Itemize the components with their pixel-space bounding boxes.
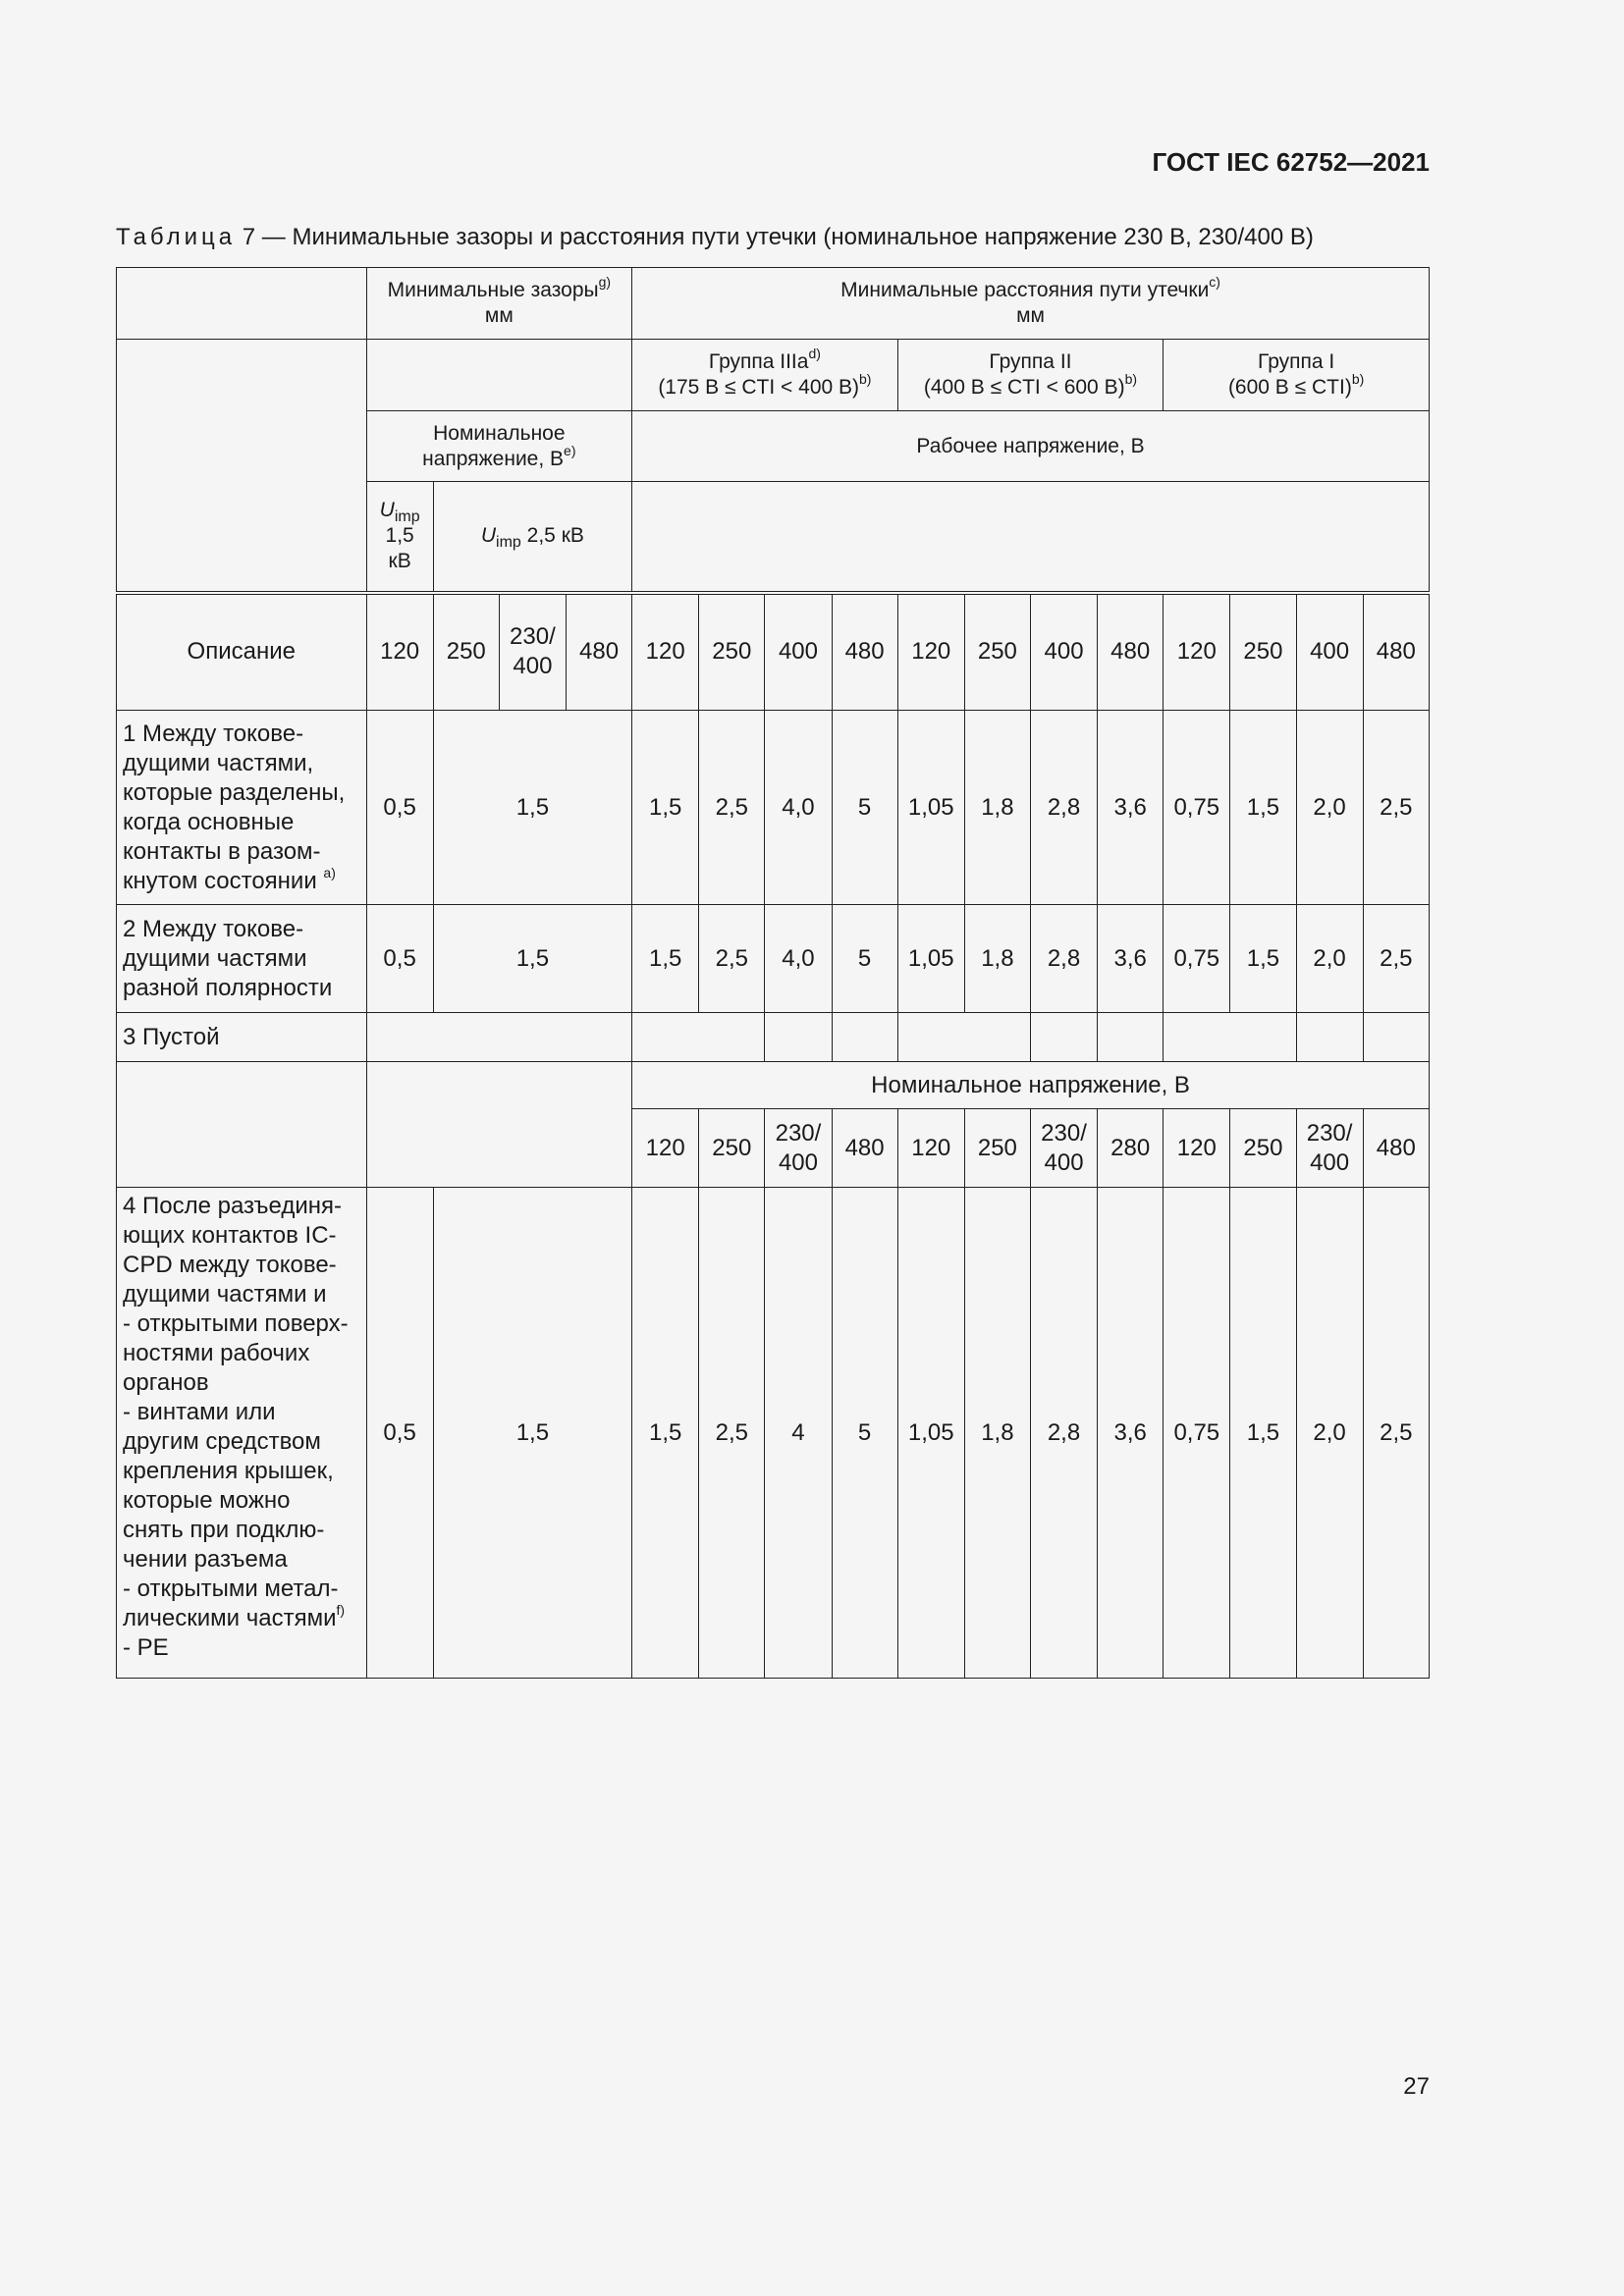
- table-cell: 0,75: [1164, 905, 1230, 1013]
- voltage-cell: 250: [699, 593, 765, 711]
- table-cell: 4,0: [765, 711, 832, 905]
- voltage-cell: 230/ 400: [1296, 1109, 1363, 1188]
- table-cell: 0,75: [1164, 711, 1230, 905]
- table-cell: 2,8: [1030, 1188, 1097, 1679]
- table-cell: 3,6: [1098, 711, 1164, 905]
- corner-cell: [117, 340, 367, 593]
- table-cell: 1,8: [964, 1188, 1030, 1679]
- table-cell: 0,5: [366, 905, 433, 1013]
- group-3a-header: Группа IIIa$^{d)}$ (175 В ≤ CTI < 400 В)$^{b)}$: [632, 340, 898, 411]
- empty-cell: [117, 1062, 367, 1188]
- table-cell: 5: [832, 711, 897, 905]
- voltage-cell: 120: [897, 1109, 964, 1188]
- voltage-cell: 250: [699, 1109, 765, 1188]
- rated-voltage-band: Номинальное напряжение, В: [632, 1062, 1430, 1109]
- voltage-cell: 250: [964, 593, 1030, 711]
- caption-text: 7 — Минимальные зазоры и расстояния пути утечки (номинальное напряжение 230 В, 230/400 В): [242, 224, 1314, 250]
- voltage-cell: 480: [566, 593, 631, 711]
- table-cell: 2,0: [1296, 711, 1363, 905]
- table-cell: 1,5: [1230, 1188, 1296, 1679]
- voltage-cell: 480: [832, 593, 897, 711]
- voltage-cell: 280: [1098, 1109, 1164, 1188]
- uimp-25-header: $U_{imp}$ 2,5 кВ: [433, 482, 631, 593]
- table-cell: 2,5: [699, 905, 765, 1013]
- empty-cell: [632, 482, 1430, 593]
- table-cell: 1,5: [1230, 711, 1296, 905]
- corner-cell: [117, 268, 367, 340]
- voltage-cell: 250: [433, 593, 499, 711]
- table-cell: 1,05: [897, 711, 964, 905]
- working-voltage-header: Рабочее напряжение, В: [632, 411, 1430, 482]
- empty-cell: [832, 1013, 897, 1062]
- description-header: Описание: [117, 593, 367, 711]
- table-cell: 3,6: [1098, 905, 1164, 1013]
- empty-cell: [632, 1013, 765, 1062]
- voltage-cell: 120: [632, 1109, 699, 1188]
- clearances-table: [116, 267, 1430, 1679]
- table-cell: 1,5: [433, 1188, 631, 1679]
- document-code: ГОСТ IEC 62752—2021: [1152, 147, 1430, 177]
- empty-cell: [1098, 1013, 1164, 1062]
- table-caption: [116, 224, 1314, 251]
- table-cell: 2,5: [699, 1188, 765, 1679]
- empty-cell: [1363, 1013, 1429, 1062]
- empty-cell: [897, 1013, 1030, 1062]
- table-cell: 5: [832, 1188, 897, 1679]
- creepage-header: Минимальные расстояния пути утечки$^{c)}$ мм: [632, 268, 1430, 340]
- table-cell: 2,8: [1030, 711, 1097, 905]
- row-1-label: 1 Между токове- дущими частями, которые разделены, когда основные контакты в разом- кнутом состоянии $^{a)}$: [117, 711, 367, 905]
- table-cell: 1,8: [964, 905, 1030, 1013]
- table-cell: 0,5: [366, 1188, 433, 1679]
- table-cell: 2,0: [1296, 905, 1363, 1013]
- voltage-cell: 120: [897, 593, 964, 711]
- voltage-cell: 120: [1164, 1109, 1230, 1188]
- table-cell: 2,0: [1296, 1188, 1363, 1679]
- table-cell: 0,75: [1164, 1188, 1230, 1679]
- table-cell: 1,5: [632, 905, 699, 1013]
- voltage-cell: 230/ 400: [1030, 1109, 1097, 1188]
- table-cell: 2,8: [1030, 905, 1097, 1013]
- table-cell: 0,5: [366, 711, 433, 905]
- empty-cell: [366, 340, 632, 411]
- empty-cell: [1296, 1013, 1363, 1062]
- row-4-label: 4 После разъединя- ющих контактов IC- CPD между токове- дущими частями и - открытыми поверх- ностями рабочих органов - винтами или другим средством крепления крышек, которые можно снять при подклю- чении разъема - открытыми метал- лическими частями$^{f)}$ - PE: [117, 1188, 367, 1679]
- voltage-cell: 480: [1098, 593, 1164, 711]
- group-2-header: Группа II (400 В ≤ CTI < 600 В)$^{b)}$: [897, 340, 1164, 411]
- table-cell: 1,8: [964, 711, 1030, 905]
- row-3-label: 3 Пустой: [117, 1013, 367, 1062]
- table-cell: 1,5: [632, 1188, 699, 1679]
- voltage-cell: 480: [1363, 1109, 1429, 1188]
- table-cell: 3,6: [1098, 1188, 1164, 1679]
- table-cell: 2,5: [1363, 905, 1429, 1013]
- table-cell: 1,5: [433, 711, 631, 905]
- voltage-cell: 480: [1363, 593, 1429, 711]
- table-cell: 1,5: [1230, 905, 1296, 1013]
- voltage-cell: 250: [1230, 593, 1296, 711]
- caption-lead: Таблица: [116, 224, 237, 250]
- voltage-cell: 400: [1296, 593, 1363, 711]
- table-cell: 4: [765, 1188, 832, 1679]
- table-cell: 4,0: [765, 905, 832, 1013]
- voltage-cell: 120: [366, 593, 433, 711]
- empty-cell: [765, 1013, 832, 1062]
- table-cell: 5: [832, 905, 897, 1013]
- empty-cell: [366, 1013, 632, 1062]
- group-1-header: Группа I (600 В ≤ CTI)$^{b)}$: [1164, 340, 1430, 411]
- table-cell: 2,5: [699, 711, 765, 905]
- voltage-cell: 400: [765, 593, 832, 711]
- table-cell: 2,5: [1363, 711, 1429, 905]
- empty-cell: [1030, 1013, 1097, 1062]
- page-number: 27: [1403, 2073, 1430, 2100]
- row-2-label: 2 Между токове- дущими частями разной полярности: [117, 905, 367, 1013]
- voltage-cell: 480: [832, 1109, 897, 1188]
- empty-cell: [366, 1062, 632, 1188]
- rated-voltage-header: Номинальное напряжение, $В^{e)}$: [366, 411, 632, 482]
- uimp-15-header: $U_{imp}$ 1,5 кВ: [366, 482, 433, 593]
- voltage-cell: 250: [964, 1109, 1030, 1188]
- voltage-cell: 120: [1164, 593, 1230, 711]
- empty-cell: [1164, 1013, 1296, 1062]
- voltage-cell: 400: [1030, 593, 1097, 711]
- voltage-cell: 230/ 400: [499, 593, 566, 711]
- voltage-cell: 230/ 400: [765, 1109, 832, 1188]
- table-cell: 1,05: [897, 1188, 964, 1679]
- table-cell: 2,5: [1363, 1188, 1429, 1679]
- table-cell: 1,05: [897, 905, 964, 1013]
- table-cell: 1,5: [632, 711, 699, 905]
- voltage-cell: 250: [1230, 1109, 1296, 1188]
- clearances-header: Минимальные зазоры$^{g)}$ мм: [366, 268, 632, 340]
- table-cell: 1,5: [433, 905, 631, 1013]
- voltage-cell: 120: [632, 593, 699, 711]
